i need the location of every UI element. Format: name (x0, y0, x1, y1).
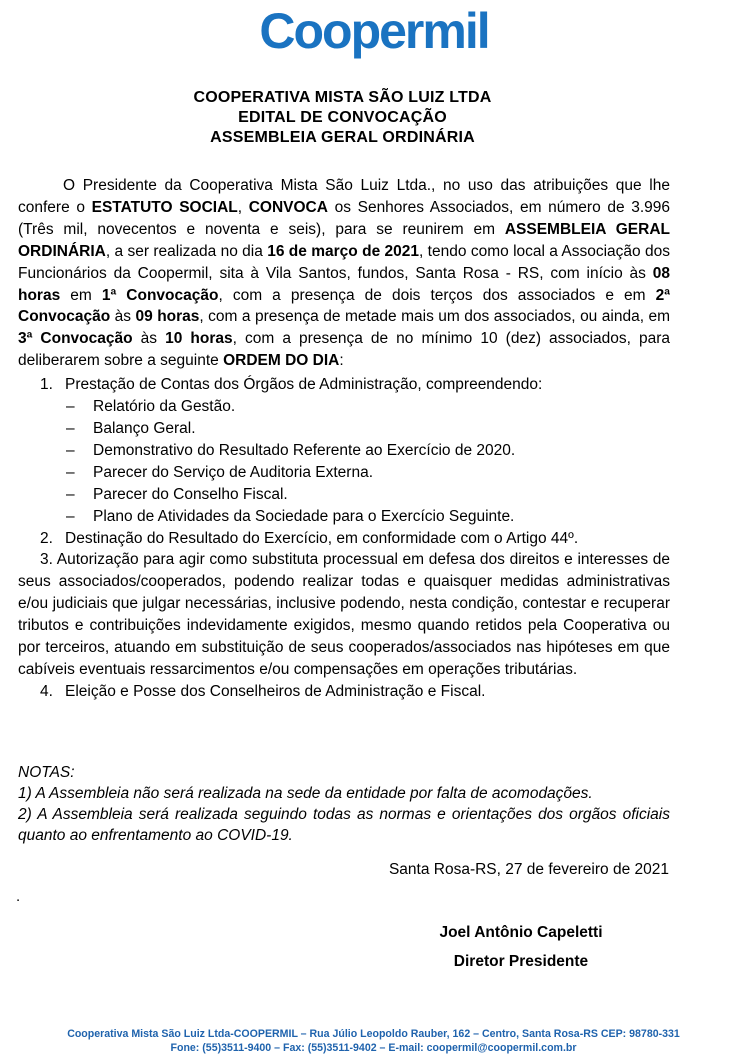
note-1: 1) A Assembleia não será realizada na sede da entidade por falta de acomodações. (18, 785, 593, 802)
intro-bold: ASSEMBLEIA GERAL ORDINÁRIA (18, 220, 670, 260)
sub-item (18, 462, 670, 484)
agenda-number: 2. (40, 529, 53, 547)
sub-item-text: Parecer do Conselho Fiscal. (93, 485, 288, 503)
intro-text: O Presidente da Cooperativa Mista São Luiz Ltda., no uso das atribuições que lhe confere o (18, 177, 670, 216)
sub-item-text: Relatório da Gestão. (93, 398, 236, 416)
sub-item-text: Parecer do Serviço de Auditoria Externa. (93, 463, 374, 481)
intro-bold: 16 de março de 2021 (267, 242, 420, 260)
notes-section (18, 762, 670, 846)
agenda-number: 1. (40, 376, 53, 394)
notice-body (18, 175, 670, 703)
agenda-list (18, 374, 670, 703)
intro-bold: 08 horas (18, 264, 670, 304)
document-title (0, 88, 685, 148)
agenda-text: Prestação de Contas dos Órgãos de Administração, compreendendo: (65, 376, 543, 394)
intro-text: , tendo como local a Associação dos Funcionários da Coopermil, sita à Vila Santos, fundos, Santa Rosa - RS, com início às (18, 242, 671, 282)
intro-text: às (132, 330, 166, 348)
intro-bold: ORDEM DO DIA (223, 352, 340, 370)
intro-text: , com a presença de dois terços dos associados e em (218, 286, 656, 304)
notice-type: EDITAL DE CONVOCAÇÃO (238, 109, 447, 126)
agenda-text: Eleição e Posse dos Conselheiros de Administração e Fiscal. (65, 682, 486, 700)
agenda-text: Autorização para agir como substituta processual em defesa dos direitos e interesses de seus associados/cooperados, podendo realizar todas e quaisquer medidas administrativas e/ou judiciais que julgar necessárias, inclusive podendo, nesta condição, contestar e recuperar tributos e contribuições indevidamente exigidos, mesmo quando retidos pela Cooperativa ou por terceiros, atuando em substituição de seus cooperados/associados nas hipóteses em que cabíveis eventuais ressarcimentos e/ou compensações em operações tributárias. (18, 551, 670, 678)
signer-name: Joel Antônio Capeletti (439, 924, 603, 941)
cooperative-name: COOPERATIVA MISTA SÃO LUIZ LTDA (193, 89, 492, 106)
logo-text: Coopermil (258, 3, 489, 59)
dash-bullet: – (66, 398, 75, 416)
sub-item-text: Balanço Geral. (93, 419, 196, 437)
sub-item (18, 396, 670, 418)
agenda-text: Destinação do Resultado do Exercício, em conformidade com o Artigo 44º. (65, 529, 579, 547)
place-and-date: Santa Rosa-RS, 27 de fevereiro de 2021 (388, 861, 669, 878)
sub-item-text: Plano de Atividades da Sociedade para o Exercício Seguinte. (93, 507, 515, 525)
intro-bold: 10 horas (165, 330, 233, 348)
agenda-item-3 (18, 549, 670, 680)
signer-title: Diretor Presidente (453, 953, 589, 970)
intro-text: , (237, 198, 249, 216)
note-2: 2) A Assembleia será realizada seguindo todas as normas e orientações dos orgãos oficiais quanto ao enfrentamento ao COVID-19. (18, 806, 670, 844)
agenda-number: 4. (40, 682, 53, 700)
footer (0, 1027, 747, 1055)
dash-bullet: – (66, 441, 75, 459)
intro-text: , a ser realizada no dia (105, 242, 268, 260)
sub-item (18, 418, 670, 440)
agenda-number: 3. (40, 551, 53, 569)
agenda-item-1 (18, 374, 670, 396)
footer-contact: Fone: (55)3511-9400 – Fax: (55)3511-9402 – E-mail: coopermil@coopermil.com.br (170, 1042, 577, 1054)
agenda-item-4 (18, 681, 670, 703)
intro-paragraph (18, 175, 670, 372)
agenda-item-2 (18, 528, 670, 550)
intro-text: : (339, 352, 344, 370)
intro-bold: 3ª Convocação (18, 330, 133, 348)
intro-bold: ESTATUTO SOCIAL (91, 198, 238, 216)
logo-wordmark (234, 2, 514, 64)
intro-bold: 1ª Convocação (101, 286, 219, 304)
footer-address: Cooperativa Mista São Luiz Ltda-COOPERMIL – Rua Júlio Leopoldo Rauber, 162 – Centro, Santa Rosa-RS CEP: 98780-331 (67, 1028, 680, 1040)
intro-text: em (60, 286, 102, 304)
dash-bullet: – (66, 419, 75, 437)
intro-bold: 2ª Convocação (18, 286, 670, 326)
stray-mark: . (16, 888, 21, 905)
sub-item-text: Demonstrativo do Resultado Referente ao Exercício de 2020. (93, 441, 516, 459)
notes-heading: NOTAS: (18, 764, 75, 781)
dash-bullet: – (66, 463, 75, 481)
sub-item (18, 506, 670, 528)
intro-bold: 09 horas (135, 308, 200, 326)
agenda-sublist (18, 396, 670, 527)
intro-bold: CONVOCA (248, 198, 328, 216)
dash-bullet: – (66, 485, 75, 503)
intro-text: , com a presença de no mínimo 10 (dez) associados, para deliberarem sobre a seguinte (18, 330, 671, 370)
sub-item (18, 440, 670, 462)
signature-block (406, 918, 636, 976)
intro-text: , com a presença de metade mais um dos associados, ou ainda, em (199, 308, 670, 326)
intro-text: os Senhores Associados, em número de 3.996 (Três mil, novecentos e noventa e seis), para se reunirem em (18, 198, 670, 238)
assembly-type: ASSEMBLEIA GERAL ORDINÁRIA (210, 129, 475, 146)
intro-text: às (110, 308, 136, 326)
coopermil-logo (0, 2, 747, 64)
dash-bullet: – (66, 507, 75, 525)
sub-item (18, 484, 670, 506)
